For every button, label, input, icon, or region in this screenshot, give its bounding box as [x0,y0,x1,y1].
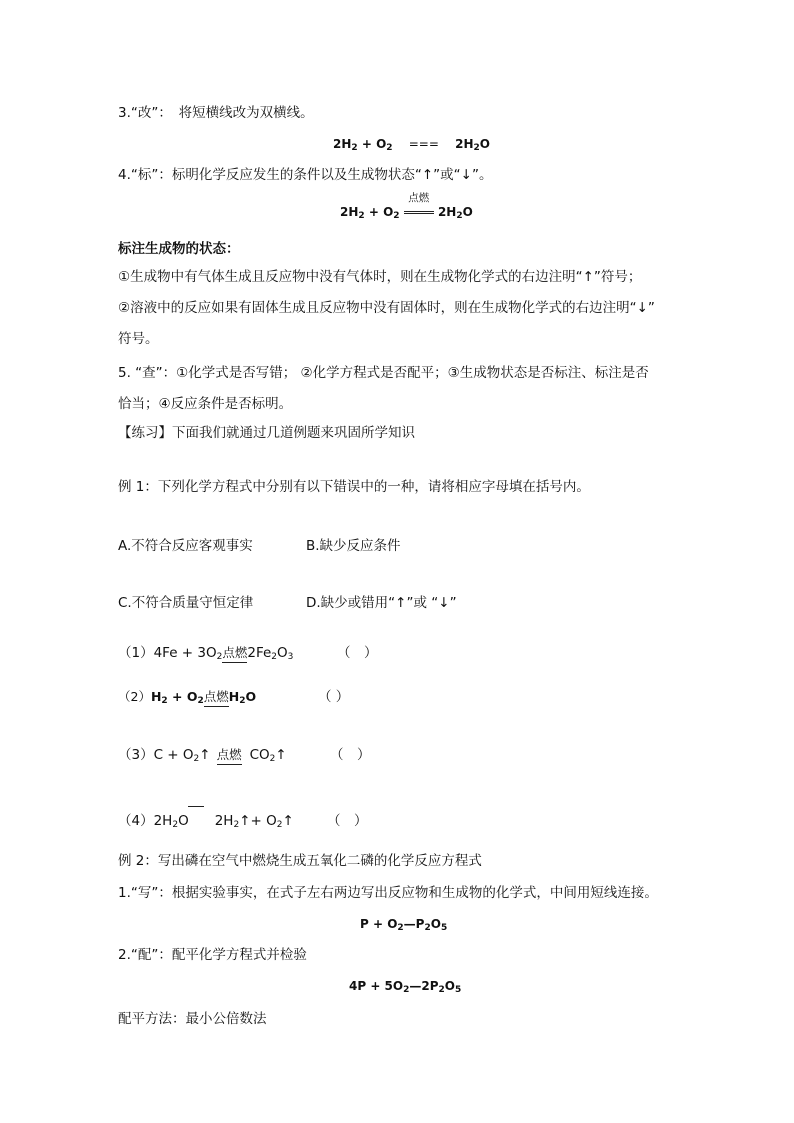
condition-double-bar: 点燃 [404,204,434,220]
option-d: D.缺少或错用“↑”或 “↓” [306,595,457,611]
option-a: A.不符合反应客观事实 [118,538,253,554]
example2-step1: 1.“写”：根据实验事实，在式子左右两边写出反应物和生成物的化学式，中间用短线连接。 [118,885,658,901]
heat-condition-bar [188,806,204,807]
step3-text: 3.“改”： 将短横线改为双横线。 [118,105,314,121]
example2-step2: 2.“配”：配平化学方程式并检验 [118,947,307,963]
state-heading: 标注生成物的状态： [118,241,240,257]
item-4: $(4)2H_2O$ $2H_2↑+$ $O_2↑$ [118,813,294,830]
condition-underline: 点燃 [222,644,247,663]
state-rule-2-line2: 符号。 [118,331,159,347]
state-rule-2-line1: ②溶液中的反应如果有固体生成且反应物中没有固体时，则在生成物化学式的右边注明“↓” [118,300,655,316]
answer-blank-4[interactable]: （ ） [327,813,368,829]
option-c: C.不符合质量守恒定律 [118,595,254,611]
state-rule-1: ①生成物中有气体生成且反应物中没有气体时，则在生成物化学式的右边注明“↑”符号； [118,269,642,285]
item-2: $(2)H_2 + O_2$点燃$H_2O$ [118,689,257,706]
balance-method: 配平方法：最小公倍数法 [118,1011,267,1027]
step4-text: 4.“标”：标明化学反应发生的条件以及生成物状态“↑”或“↓”。 [118,167,493,183]
step5-line1: 5. “查”：①化学式是否写错； ②化学方程式是否配平；③生成物状态是否标注、标注是否 [118,365,649,381]
example2-text: 例 2：写出磷在空气中燃烧生成五氧化二磷的化学反应方程式 [118,853,482,869]
equation-ex2-balanced: $4P + 5O_2—2P_2O_5$ [349,979,462,995]
answer-blank-2[interactable]: （ ） [318,689,350,705]
equation-step4: $2H_2 + O_2$ 点燃 $2H_2O$ [340,192,473,221]
condition-underline: 点燃 [204,688,229,707]
equation-step3: $2H_2 + O_2$ === $2H_2O$ [333,137,490,153]
equation-ex2-unbalanced: $P + O_2—P_2O_5$ [360,917,448,933]
answer-blank-3[interactable]: （ ） [330,747,371,763]
item-3: $(3)C + O_2↑$ 点燃 $CO_2↑$ [118,747,287,764]
practice-heading: 【练习】下面我们就通过几道例题来巩固所学知识 [118,425,415,441]
example1-text: 例 1：下列化学方程式中分别有以下错误中的一种，请将相应字母填在括号内。 [118,479,590,495]
answer-blank-1[interactable]: （ ） [337,645,378,661]
item-1: $(1)4Fe + 3O_2$点燃$2Fe_2O_3$ [118,645,294,662]
step5-line2: 恰当；④反应条件是否标明。 [118,396,293,412]
option-b: B.缺少反应条件 [306,538,401,554]
condition-underline: 点燃 [217,746,242,765]
